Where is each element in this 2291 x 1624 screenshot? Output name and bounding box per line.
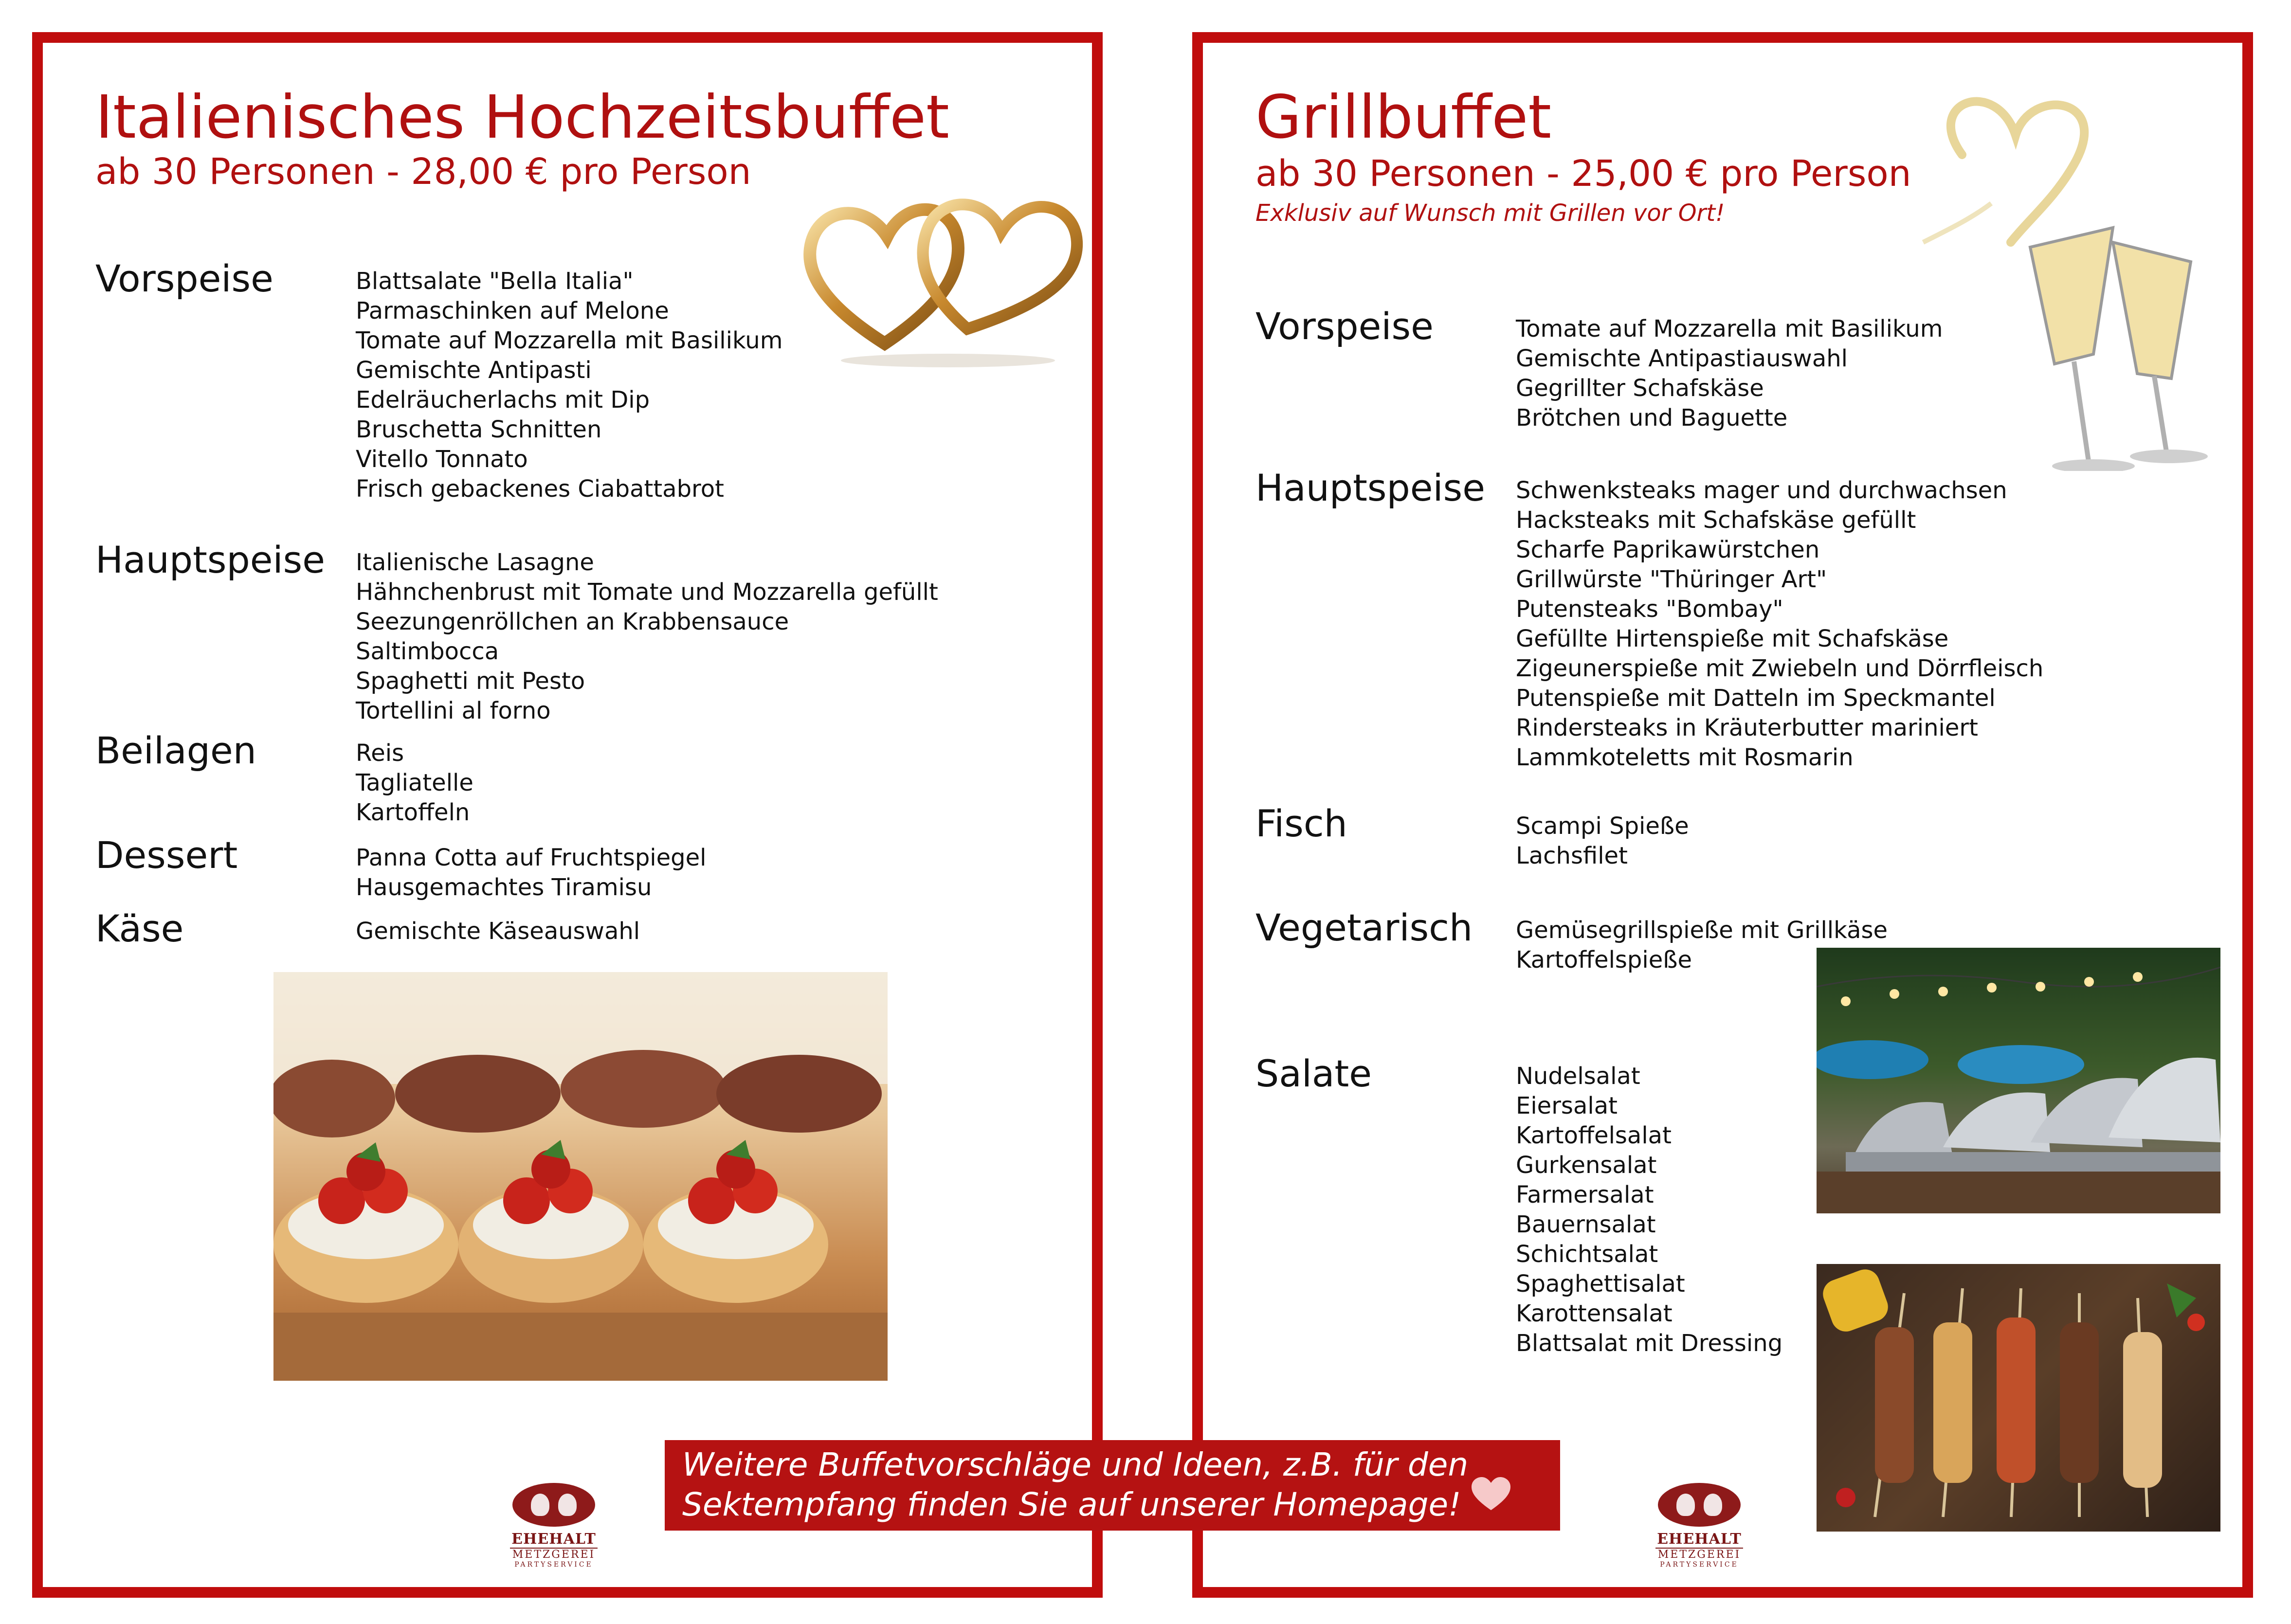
- promo-banner[interactable]: [665, 1440, 1560, 1531]
- list-item: Reis: [356, 740, 404, 767]
- heart-icon: [1471, 1476, 1511, 1512]
- list-item: Blattsalat mit Dressing: [1516, 1330, 1783, 1357]
- list-item: Karottensalat: [1516, 1300, 1673, 1327]
- section-label: Vorspeise: [95, 257, 273, 300]
- logo-name: EHEHALT: [511, 1531, 596, 1548]
- list-item: Farmersalat: [1516, 1181, 1654, 1209]
- grill-skewers-photo: [1817, 1264, 2220, 1532]
- list-item: Lachsfilet: [1516, 842, 1628, 869]
- banner-line-2: Sektempfang finden Sie auf unserer Homepage!: [682, 1486, 1461, 1523]
- item-list: [356, 843, 707, 902]
- list-item: Gemischte Antipasti: [356, 357, 592, 384]
- section-label: Beilagen: [95, 729, 256, 772]
- banner-line-1: Weitere Buffetvorschläge und Ideen, z.B. für den: [682, 1446, 1469, 1483]
- item-list: [356, 739, 473, 828]
- list-item: Gemischte Antipastiauswahl: [1516, 345, 1848, 372]
- menu-page-grill: [1192, 32, 2253, 1598]
- list-item: Brötchen und Baguette: [1516, 404, 1788, 432]
- list-item: Lammkoteletts mit Rosmarin: [1516, 744, 1854, 771]
- logo-line2: METZGEREI: [1655, 1548, 1743, 1561]
- list-item: Italienische Lasagne: [356, 549, 594, 576]
- list-item: Seezungenröllchen an Krabbensauce: [356, 608, 789, 635]
- list-item: Scharfe Paprikawürstchen: [1516, 536, 1820, 563]
- list-item: Hacksteaks mit Schafskäse gefüllt: [1516, 506, 1916, 534]
- list-item: Spaghetti mit Pesto: [356, 668, 585, 695]
- list-item: Putensteaks "Bombay": [1516, 595, 1783, 623]
- item-list: [356, 548, 938, 726]
- item-list: [1516, 314, 1943, 433]
- section-label: Salate: [1255, 1052, 1372, 1095]
- list-item: Kartoffelspieße: [1516, 946, 1692, 974]
- logo-name: EHEHALT: [1657, 1531, 1742, 1548]
- list-item: Rindersteaks in Kräuterbutter mariniert: [1516, 714, 1978, 741]
- section-label: Fisch: [1255, 802, 1347, 845]
- ehehalt-logo: [510, 1483, 598, 1569]
- list-item: Kartoffelsalat: [1516, 1122, 1672, 1149]
- list-item: Tomate auf Mozzarella mit Basilikum: [1516, 315, 1943, 343]
- page-title: Grillbuffet: [1255, 83, 1552, 152]
- section-label: Käse: [95, 907, 184, 950]
- list-item: Scampi Spieße: [1516, 812, 1689, 840]
- item-list: [1516, 1062, 1782, 1358]
- list-item: Gemüsegrillspieße mit Grillkäse: [1516, 917, 1888, 944]
- list-item: Hausgemachtes Tiramisu: [356, 874, 652, 901]
- list-item: Gemischte Käseauswahl: [356, 918, 640, 945]
- list-item: Gefüllte Hirtenspieße mit Schafskäse: [1516, 625, 1949, 652]
- gold-hearts-icon: [792, 168, 1104, 373]
- item-list: [356, 917, 640, 946]
- list-item: Spaghettisalat: [1516, 1270, 1685, 1298]
- section-label: Vegetarisch: [1255, 906, 1473, 949]
- page-subtitle: ab 30 Personen - 25,00 € pro Person: [1255, 153, 1911, 195]
- list-item: Edelräucherlachs mit Dip: [356, 386, 650, 414]
- list-item: Kartoffeln: [356, 799, 470, 826]
- item-list: [1516, 476, 2043, 773]
- list-item: Panna Cotta auf Fruchtspiegel: [356, 844, 707, 871]
- logo-emblem: [1658, 1483, 1741, 1527]
- section-label: Vorspeise: [1255, 305, 1434, 348]
- list-item: Blattsalate "Bella Italia": [356, 268, 634, 295]
- list-item: Grillwürste "Thüringer Art": [1516, 566, 1827, 593]
- menu-page-italian: [32, 32, 1103, 1598]
- ehehalt-logo: [1655, 1483, 1743, 1569]
- item-list: [1516, 812, 1689, 871]
- list-item: Saltimbocca: [356, 638, 499, 665]
- buffet-photo: [1817, 948, 2220, 1213]
- list-item: Frisch gebackenes Ciabattabrot: [356, 475, 724, 503]
- list-item: Schwenksteaks mager und durchwachsen: [1516, 477, 2007, 504]
- logo-emblem: [512, 1483, 595, 1527]
- list-item: Gegrillter Schafskäse: [1516, 375, 1764, 402]
- section-label: Hauptspeise: [1255, 466, 1485, 509]
- list-item: Eiersalat: [1516, 1092, 1618, 1119]
- page-subtitle: ab 30 Personen - 28,00 € pro Person: [95, 151, 751, 193]
- page-title: Italienisches Hochzeitsbuffet: [95, 83, 949, 152]
- list-item: Putenspieße mit Datteln im Speckmantel: [1516, 685, 1996, 712]
- list-item: Parmaschinken auf Melone: [356, 297, 669, 325]
- logo-line3: PARTYSERVICE: [514, 1561, 593, 1569]
- item-list: [356, 267, 782, 504]
- list-item: Zigeunerspieße mit Zwiebeln und Dörrfleisch: [1516, 655, 2044, 682]
- list-item: Nudelsalat: [1516, 1063, 1640, 1090]
- list-item: Gurkensalat: [1516, 1152, 1657, 1179]
- list-item: Vitello Tonnato: [356, 446, 528, 473]
- list-item: Tortellini al forno: [356, 697, 551, 724]
- list-item: Bauernsalat: [1516, 1211, 1656, 1238]
- page-note: Exklusiv auf Wunsch mit Grillen vor Ort!: [1255, 199, 1725, 227]
- list-item: Schichtsalat: [1516, 1241, 1658, 1268]
- logo-line2: METZGEREI: [510, 1548, 598, 1561]
- section-label: Dessert: [95, 833, 238, 877]
- logo-line3: PARTYSERVICE: [1660, 1561, 1739, 1569]
- section-label: Hauptspeise: [95, 538, 325, 581]
- list-item: Hähnchenbrust mit Tomate und Mozzarella gefüllt: [356, 578, 938, 606]
- bruschetta-photo: [273, 972, 888, 1381]
- list-item: Bruschetta Schnitten: [356, 416, 602, 443]
- list-item: Tomate auf Mozzarella mit Basilikum: [356, 327, 783, 354]
- list-item: Tagliatelle: [356, 769, 473, 796]
